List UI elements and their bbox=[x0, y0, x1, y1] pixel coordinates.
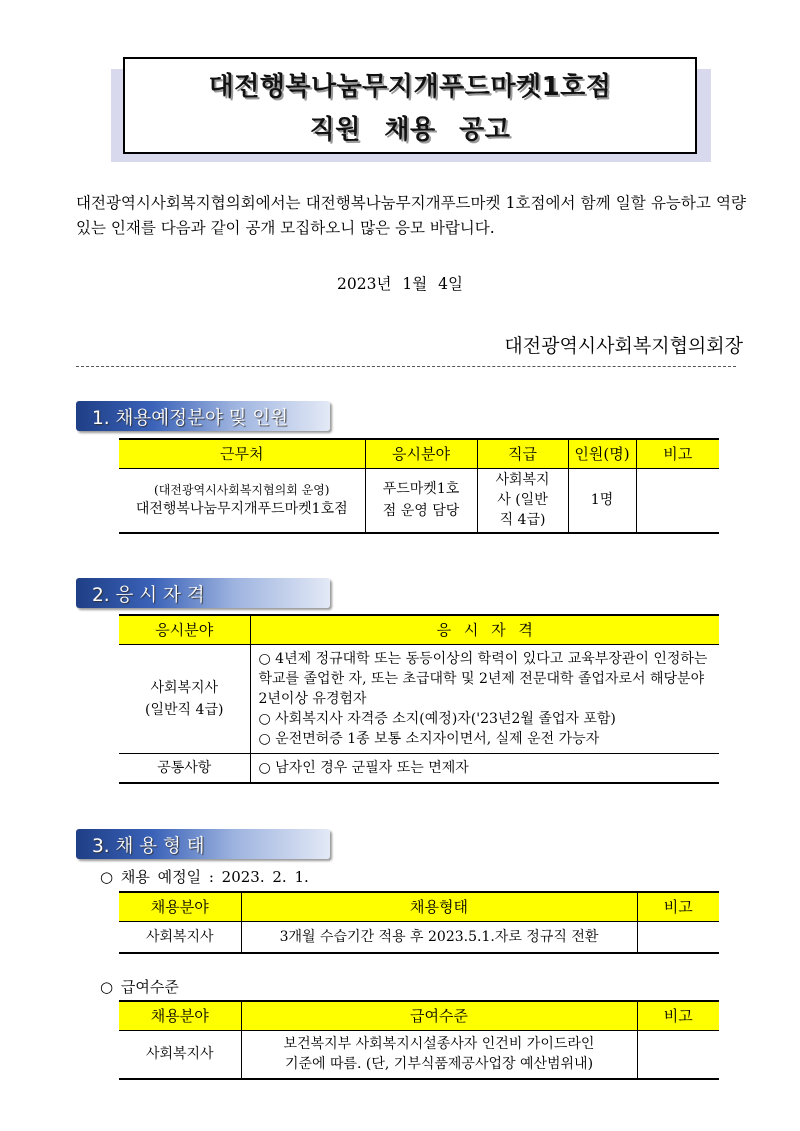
table-header-row bbox=[119, 892, 719, 921]
cell-field: 푸드마켓1호점 운영 담당 bbox=[365, 468, 477, 533]
employment-type-table bbox=[119, 891, 719, 954]
page-subtitle: 직원 채용 공고 bbox=[309, 114, 511, 145]
intro-paragraph: 대전광역시사회복지협의회에서는 대전행복나눔무지개푸드마켓 1호점에서 함께 일할 유능하고 역량있는 인재를 다음과 같이 공개 모집하오니 많은 응모 바랍니다. bbox=[76, 194, 746, 237]
cell-salary: 보건복지부 사회복지시설종사자 인건비 가이드라인 기준에 따름. (단, 기부식품제공사업장 예산범위내) bbox=[241, 1030, 637, 1079]
col-count: 인원(명) bbox=[568, 439, 636, 468]
recruitment-table bbox=[119, 438, 719, 534]
section-header-2-label: 2. 응 시 자 격 bbox=[92, 585, 205, 606]
table-header-row bbox=[119, 439, 719, 468]
table-row bbox=[119, 921, 719, 953]
salary-table bbox=[119, 1000, 719, 1080]
cell-field: 사회복지사 (일반직 4급) bbox=[119, 644, 250, 753]
table-row bbox=[119, 644, 719, 753]
col-qualification: 응 시 자 격 bbox=[250, 615, 719, 644]
cell-note bbox=[637, 921, 719, 953]
qualification-item: ○ 4년제 정규대학 또는 동등이상의 학력이 있다고 교육부장관이 인정하는 학교를 졸업한 자, 또는 초급대학 및 2년제 전문대학 졸업자로서 해당분야 2년이상 유경험자 bbox=[258, 650, 708, 707]
col-field: 채용분야 bbox=[119, 892, 241, 921]
start-date-note: ○ 채용 예정일 : 2023. 2. 1. bbox=[100, 868, 309, 886]
qualification-table bbox=[119, 614, 719, 784]
cell-note bbox=[637, 1030, 719, 1079]
cell-note bbox=[636, 468, 719, 533]
section-header-1-label: 1. 채용예정분야 및 인원 bbox=[92, 408, 289, 429]
salary-note: ○ 급여수준 bbox=[100, 978, 179, 996]
cell-qualifications bbox=[250, 644, 719, 753]
table-header-row bbox=[119, 1001, 719, 1030]
col-note: 비고 bbox=[636, 439, 719, 468]
cell-workplace bbox=[119, 468, 365, 533]
table-row bbox=[119, 468, 719, 533]
col-note: 비고 bbox=[637, 892, 719, 921]
col-note: 비고 bbox=[637, 1001, 719, 1030]
cell-qualifications bbox=[250, 753, 719, 783]
qualification-item: ○ 사회복지사 자격증 소지(예정)자('23년2월 졸업자 포함) bbox=[258, 710, 616, 727]
table-row bbox=[119, 753, 719, 783]
workplace-operator: (대전광역시사회복지협의회 운영) bbox=[154, 483, 330, 498]
signer: 대전광역시사회복지협의회장 bbox=[504, 335, 743, 357]
section-header-2 bbox=[76, 578, 330, 608]
col-salary: 급여수준 bbox=[241, 1001, 637, 1030]
col-rank: 직급 bbox=[477, 439, 568, 468]
col-field: 응시분야 bbox=[365, 439, 477, 468]
section-header-3 bbox=[76, 829, 330, 859]
section-header-3-label: 3. 채 용 형 태 bbox=[92, 836, 205, 857]
col-field: 채용분야 bbox=[119, 1001, 241, 1030]
col-field: 응시분야 bbox=[119, 615, 250, 644]
col-workplace: 근무처 bbox=[119, 439, 365, 468]
cell-type: 3개월 수습기간 적용 후 2023.5.1.자로 정규직 전환 bbox=[241, 921, 637, 953]
cell-count: 1명 bbox=[568, 468, 636, 533]
dashed-divider bbox=[76, 366, 736, 367]
cell-field: 공통사항 bbox=[119, 753, 250, 783]
announcement-date: 2023년 1월 4일 bbox=[337, 275, 463, 293]
qualification-item: ○ 남자인 경우 군필자 또는 면제자 bbox=[258, 759, 469, 776]
section-header-1 bbox=[76, 401, 330, 431]
cell-field: 사회복지사 bbox=[119, 921, 241, 953]
col-type: 채용형태 bbox=[241, 892, 637, 921]
cell-field: 사회복지사 bbox=[119, 1030, 241, 1079]
table-header-row bbox=[119, 615, 719, 644]
page-title: 대전행복나눔무지개푸드마켓1호점 bbox=[208, 71, 612, 102]
title-box bbox=[123, 57, 697, 154]
qualification-item: ○ 운전면허증 1종 보통 소지자이면서, 실제 운전 가능자 bbox=[258, 730, 600, 747]
cell-rank: 사회복지사 (일반직 4급) bbox=[477, 468, 568, 533]
table-row bbox=[119, 1030, 719, 1079]
workplace-name: 대전행복나눔무지개푸드마켓1호점 bbox=[135, 501, 348, 518]
